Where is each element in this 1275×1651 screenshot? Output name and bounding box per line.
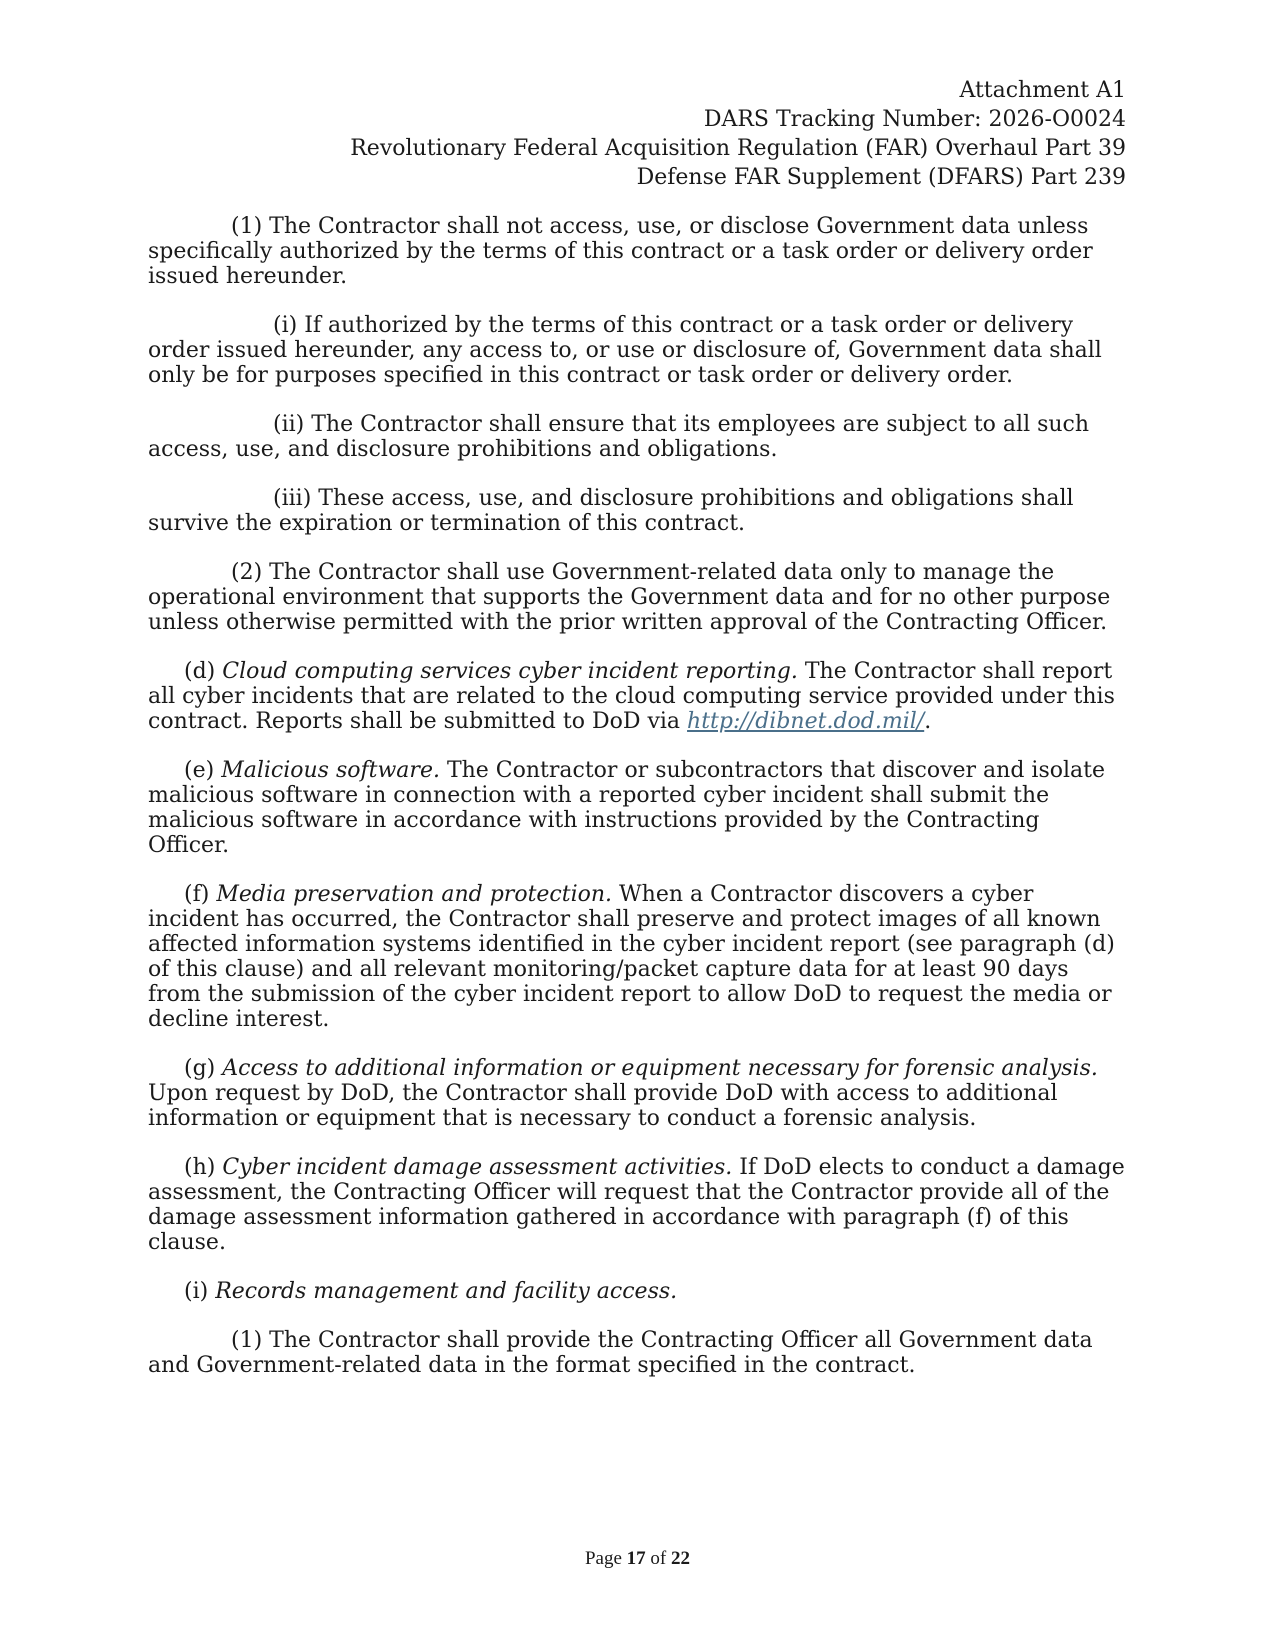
paragraph-d-heading: Cloud computing services cyber incident reporting. — [222, 659, 798, 684]
footer-of-word: of — [645, 1548, 671, 1569]
header-dfars-part: Defense FAR Supplement (DFARS) Part 239 — [636, 165, 1126, 190]
paragraph-d-label: (d) — [184, 659, 223, 684]
paragraph-c1-ii: (ii) The Contractor shall ensure that its employees are subject to all such access, use, and disclosure prohibitions and obligations. — [148, 412, 1090, 462]
footer-page-total: 22 — [671, 1548, 690, 1569]
paragraph-h-body: If DoD elects to conduct a damage assessment, the Contracting Officer will request that the Contractor provide all of the damage assessment information gathered in accordance with paragraph (f) of this clause. — [148, 1155, 1125, 1255]
paragraph-i1: (1) The Contractor shall provide the Contracting Officer all Government data and Government-related data in the format specified in the contract. — [148, 1328, 1093, 1378]
paragraph-h-label: (h) — [184, 1155, 223, 1180]
paragraph-g-label: (g) — [184, 1056, 223, 1081]
header-far-part: Revolutionary Federal Acquisition Regulation (FAR) Overhaul Part 39 — [350, 136, 1126, 161]
paragraph-e-label: (e) — [184, 758, 222, 783]
paragraph-i-heading: Records management and facility access. — [215, 1279, 678, 1304]
paragraph-d — [148, 659, 1126, 734]
page-footer — [0, 1548, 1275, 1570]
dibnet-link[interactable]: http://dibnet.dod.mil/ — [687, 709, 925, 734]
header-attachment: Attachment A1 — [959, 78, 1126, 103]
paragraph-f-label: (f) — [184, 882, 217, 907]
paragraph-f-heading: Media preservation and protection. — [216, 882, 613, 907]
paragraph-c1-i: (i) If authorized by the terms of this contract or a task order or delivery order issued hereunder, any access to, or use or disclosure of, Government data shall only be for purposes specified in this contract or task order or delivery order. — [148, 313, 1102, 388]
paragraph-h — [148, 1155, 1126, 1255]
paragraph-i-label: (i) — [184, 1279, 216, 1304]
footer-page-word: Page — [584, 1548, 627, 1569]
document-header — [148, 76, 1126, 192]
paragraph-e — [148, 758, 1126, 858]
paragraph-c2: (2) The Contractor shall use Government-related data only to manage the operational environment that supports the Government data and for no other purpose unless otherwise permitted with the prior written approval of the Contracting Officer. — [148, 560, 1111, 635]
paragraph-g-heading: Access to additional information or equipment necessary for forensic analysis. — [222, 1056, 1098, 1081]
paragraph-f-body: When a Contractor discovers a cyber incident has occurred, the Contractor shall preserve and protect images of all known affected information systems identified in the cyber incident report (see paragraph (d) of this clause) and all relevant monitoring/packet capture data for at least 90 days from the submission of the cyber incident report to allow DoD to request the media or decline interest. — [148, 882, 1115, 1032]
paragraph-g — [148, 1056, 1126, 1131]
paragraph-e-body: The Contractor or subcontractors that discover and isolate malicious software in connection with a reported cyber incident shall submit the malicious software in accordance with instructions provided by the Contracting Officer. — [148, 758, 1105, 858]
paragraph-d-body: The Contractor shall report all cyber incidents that are related to the cloud computing service provided under this contract. Reports shall be submitted to DoD via — [148, 659, 1115, 734]
paragraph-e-heading: Malicious software. — [221, 758, 440, 783]
footer-page-number: 17 — [626, 1548, 646, 1569]
paragraph-c1-iii: (iii) These access, use, and disclosure prohibitions and obligations shall survive the expiration or termination of this contract. — [148, 486, 1074, 536]
paragraph-c1: (1) The Contractor shall not access, use, or disclose Government data unless specifically authorized by the terms of this contract or a task order or delivery order issued hereunder. — [148, 214, 1093, 289]
header-tracking-number: DARS Tracking Number: 2026-O0024 — [703, 107, 1126, 132]
paragraph-i — [148, 1279, 1126, 1304]
paragraph-d-end: . — [924, 709, 932, 734]
paragraph-h-heading: Cyber incident damage assessment activities. — [222, 1155, 733, 1180]
document-page — [148, 76, 1126, 1402]
paragraph-f — [148, 882, 1126, 1032]
paragraph-g-body: Upon request by DoD, the Contractor shall provide DoD with access to additional information or equipment that is necessary to conduct a forensic analysis. — [148, 1081, 1058, 1131]
